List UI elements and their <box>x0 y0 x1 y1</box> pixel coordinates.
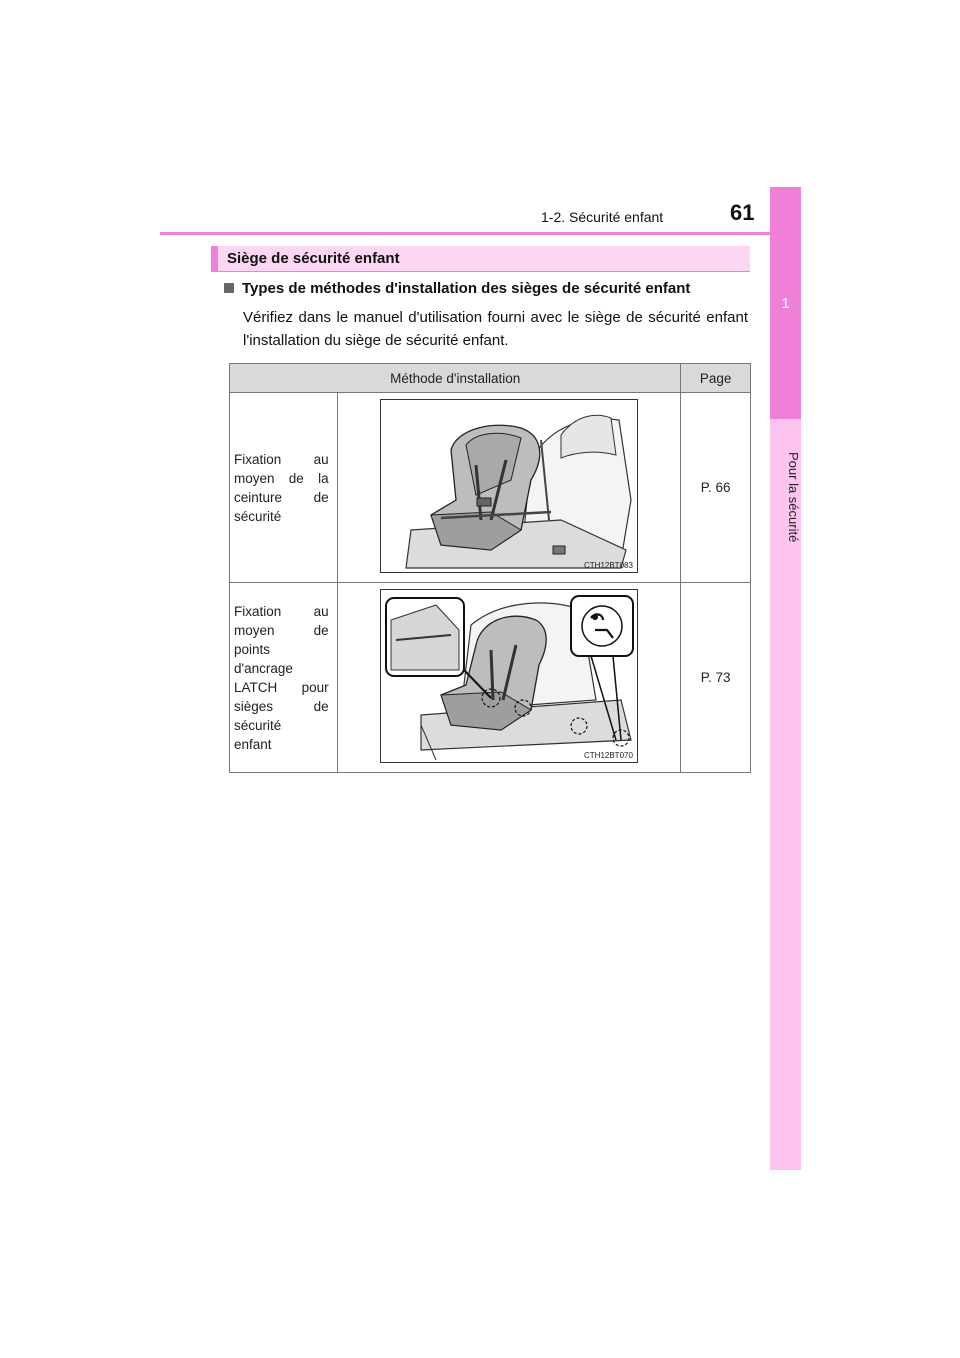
page-number: 61 <box>730 200 755 225</box>
bullet-square-icon <box>224 283 234 293</box>
method-line: enfant <box>234 736 272 752</box>
method-line: Fixation au <box>234 603 329 619</box>
method-line: sécurité <box>234 717 282 733</box>
chapter-number: 1 <box>770 187 801 419</box>
method-line: ceinture de <box>234 489 329 505</box>
method-name-seatbelt <box>230 393 338 583</box>
page-ref-73: P. 73 <box>681 583 751 773</box>
header-section-title: 1-2. Sécurité enfant <box>541 209 664 225</box>
subheading <box>224 280 690 297</box>
method-line: d'ancrage <box>234 660 293 676</box>
illustration-cell-seatbelt <box>337 393 681 583</box>
image-code: CTH12BT070 <box>583 751 633 760</box>
page-ref-66: P. 66 <box>681 393 751 583</box>
header-divider <box>160 232 800 235</box>
method-line: LATCH pour <box>234 679 329 695</box>
table-row <box>230 393 751 583</box>
intro-paragraph: Vérifiez dans le manuel d'utilisation fourni avec le siège de sécurité enfant l'installation du siège de sécurité enfant. <box>243 309 748 349</box>
seatbelt-child-seat-illustration <box>380 399 638 573</box>
table-row <box>230 583 751 773</box>
illustration-cell-latch <box>337 583 681 773</box>
method-line: moyen de la <box>234 470 329 486</box>
image-code: CTH12BT083 <box>583 561 633 570</box>
method-line: Fixation au <box>234 451 329 467</box>
subheading-text: Types de méthodes d'installation des sièges de sécurité enfant <box>242 280 691 297</box>
installation-methods-table <box>229 363 751 773</box>
method-name-latch <box>230 583 338 773</box>
chapter-side-tab <box>770 187 801 1170</box>
method-line: sièges de <box>234 698 329 714</box>
section-title: Siège de sécurité enfant <box>211 246 750 272</box>
chapter-title: Pour la sécurité <box>786 451 801 543</box>
header-method: Méthode d'installation <box>230 364 681 393</box>
method-line: moyen de <box>234 622 329 638</box>
method-line: points <box>234 641 271 657</box>
header-page: Page <box>681 364 751 393</box>
method-line: sécurité <box>234 508 282 524</box>
latch-child-seat-illustration <box>380 589 638 763</box>
table-header-row <box>230 364 751 393</box>
